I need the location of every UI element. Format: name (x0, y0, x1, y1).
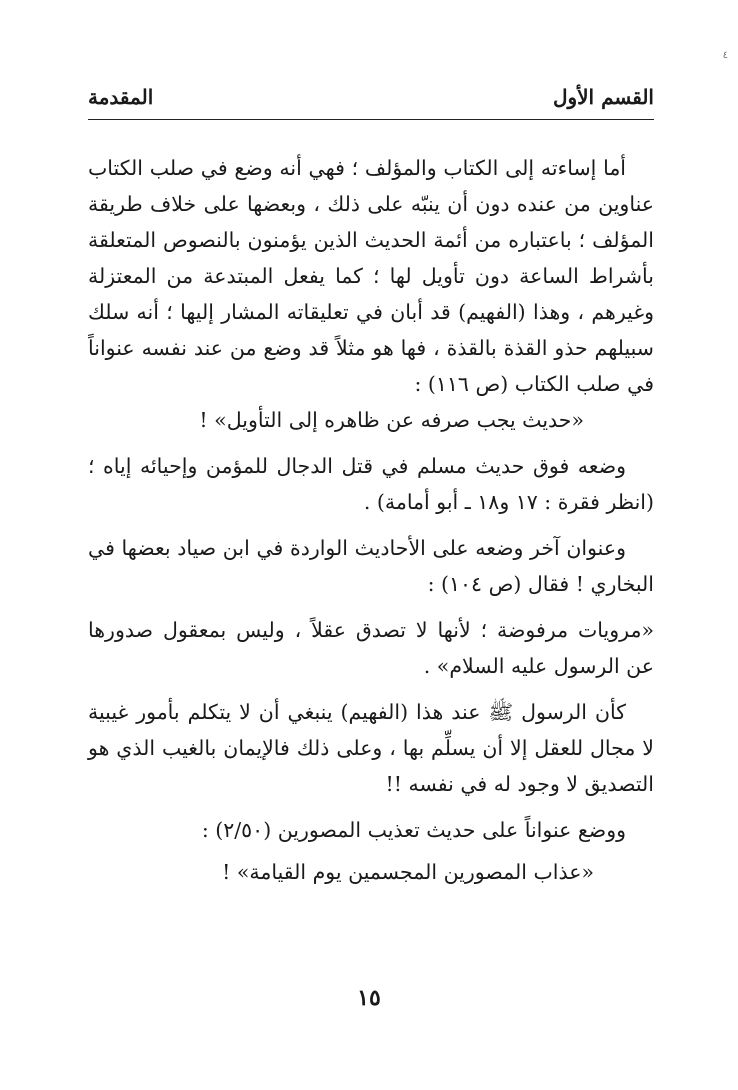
header-section: القسم الأول (552, 85, 654, 109)
quote-2: «عذاب المصورين المجسمين يوم القيامة» ! (222, 860, 594, 884)
header-chapter: المقدمة (88, 85, 154, 109)
header-rule (88, 119, 654, 120)
corner-mark: ٤ (722, 50, 728, 61)
running-header (88, 80, 654, 114)
body-text (88, 150, 654, 890)
paragraph-3: وعنوان آخر وضعه على الأحاديث الواردة في ابن صياد بعضها في البخاري ! فقال (ص ١٠٤) : (88, 536, 654, 596)
paragraph-2: وضعه فوق حديث مسلم في قتل الدجال للمؤمن وإحيائه إياه ؛ (انظر فقرة : ١٧ و١٨ ـ أبو أمامة) . (88, 454, 654, 514)
paragraph-5: كأن الرسول ﷺ عند هذا (الفهيم) ينبغي أن لا يتكلم بأمور غيبية لا مجال للعقل إلا أن يسلِّم بها ، وعلى ذلك فالإيمان بالغيب الذي هو التصديق لا وجود له في نفسه !! (88, 700, 654, 796)
quote-1: «حديث يجب صرفه عن ظاهره إلى التأويل» ! (199, 408, 584, 432)
page-number: ١٥ (357, 985, 381, 1011)
paragraph-4: «مرويات مرفوضة ؛ لأنها لا تصدق عقلاً ، وليس بمعقول صدورها عن الرسول عليه السلام» . (88, 618, 654, 678)
paragraph-1: أما إساءته إلى الكتاب والمؤلف ؛ فهي أنه وضع في صلب الكتاب عناوين من عنده دون أن ينبّه على ذلك ، وبعضها على خلاف طريقة المؤلف ؛ باعتباره من أئمة الحديث الذين يؤمنون بالنصوص المتعلقة بأشراط الساعة دون تأويل لها ؛ كما يفعل المبتدعة من المعتزلة وغيرهم ، وهذا (الفهيم) قد أبان في تعليقاته المشار إليها ؛ أنه سلك سبيلهم حذو القذة بالقذة ، فها هو مثلاً قد وضع من عند نفسه عنواناً في صلب الكتاب (ص ١١٦) : (88, 156, 654, 396)
paragraph-6: ووضع عنواناً على حديث تعذيب المصورين (٢/٥٠) : (201, 818, 626, 842)
